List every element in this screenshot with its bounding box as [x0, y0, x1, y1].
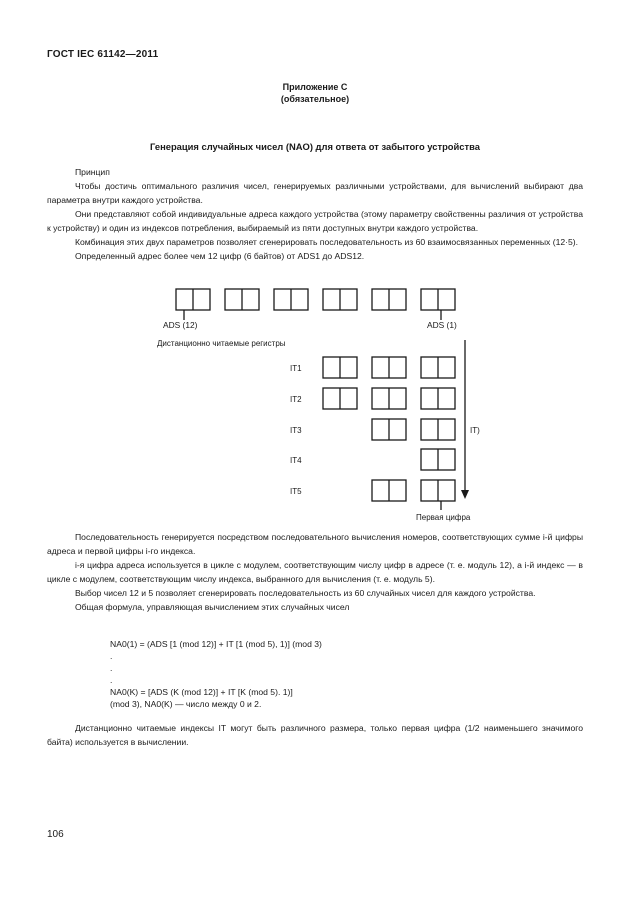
first-digit-label: Первая цифра	[416, 513, 471, 522]
formula-block	[110, 638, 322, 710]
it-arrow-head	[461, 490, 469, 499]
row-label-it3: IT3	[290, 426, 302, 435]
paragraph: Дистанционно читаемые индексы IT могут быть различного размера, только первая цифра (1/2 наименьшего значимого байта) используется в вычислении.	[47, 723, 583, 747]
page-number: 106	[47, 829, 64, 840]
paragraph: Определенный адрес более чем 12 цифр (6 байтов) от ADS1 до ADS12.	[75, 251, 365, 261]
paragraph: i-я цифра адреса используется в цикле с модулем, соответствующим числу цифр в адресе (т. е. модуль 12), а i-й индекс — в цикле с модулем, соответствующим числу индекса, выбранного для вычисления (т. е. модуль 5).	[47, 560, 583, 584]
body-text	[47, 530, 583, 614]
row-label-it4: IT4	[290, 456, 302, 465]
ads-left-label: ADS (12)	[163, 320, 198, 330]
paragraph: Они представляют собой индивидуальные адреса каждого устройства (этому параметру свойственны различия от устройства к устройству) и один из индексов потребления, выбираемый из пяти доступных внутри каждого устройства.	[47, 209, 583, 233]
paragraph: Последовательность генерируется посредством последовательного вычисления номеров, соответствующих сумме i-й цифры адреса и первой цифры i-го индекса.	[47, 532, 583, 556]
closing-text	[47, 721, 583, 749]
document-header: ГОСТ IEC 61142—2011	[47, 49, 159, 60]
paragraph: Выбор чисел 12 и 5 позволяет сгенерировать последовательность из 60 случайных чисел для каждого устройства.	[75, 588, 536, 598]
ads-right-label: ADS (1)	[427, 320, 457, 330]
formula-line: .	[110, 663, 113, 673]
paragraph: Комбинация этих двух параметров позволяет сгенерировать последовательность из 60 взаимосвязанных переменных (12·5).	[75, 237, 579, 247]
row-label-it2: IT2	[290, 395, 302, 404]
formula-line: NA0(1) = (ADS [1 (mod 12)] + IT [1 (mod 5), 1)] (mod 3)	[110, 639, 322, 649]
appendix-title: Приложение С	[282, 82, 348, 92]
formula-line: NA0(K) = [ADS (K (mod 12)] + IT [K (mod 5). 1)]	[110, 687, 293, 697]
formula-line: .	[110, 651, 113, 661]
registers-caption: Дистанционно читаемые регистры	[157, 339, 286, 348]
formula-line: (mod 3), NA0(K) — число между 0 и 2.	[110, 699, 262, 709]
formula-line: .	[110, 675, 113, 685]
row-label-it5: IT5	[290, 487, 302, 496]
section-title: Генерация случайных чисел (NAO) для ответа от забытого устройства	[150, 141, 480, 152]
row-label-it1: IT1	[290, 364, 302, 373]
appendix-subtitle: (обязательное)	[280, 94, 350, 104]
paragraph: Принцип	[75, 167, 110, 177]
arrow-label: IT)	[470, 426, 480, 435]
paragraph: Общая формула, управляющая вычислением этих случайных чисел	[75, 602, 350, 612]
address-register-row	[176, 289, 455, 310]
paragraph: Чтобы достичь оптимального различия чисел, генерируемых различными устройствами, для вычислений выбирают два параметра внутри каждого устройства.	[47, 181, 583, 205]
